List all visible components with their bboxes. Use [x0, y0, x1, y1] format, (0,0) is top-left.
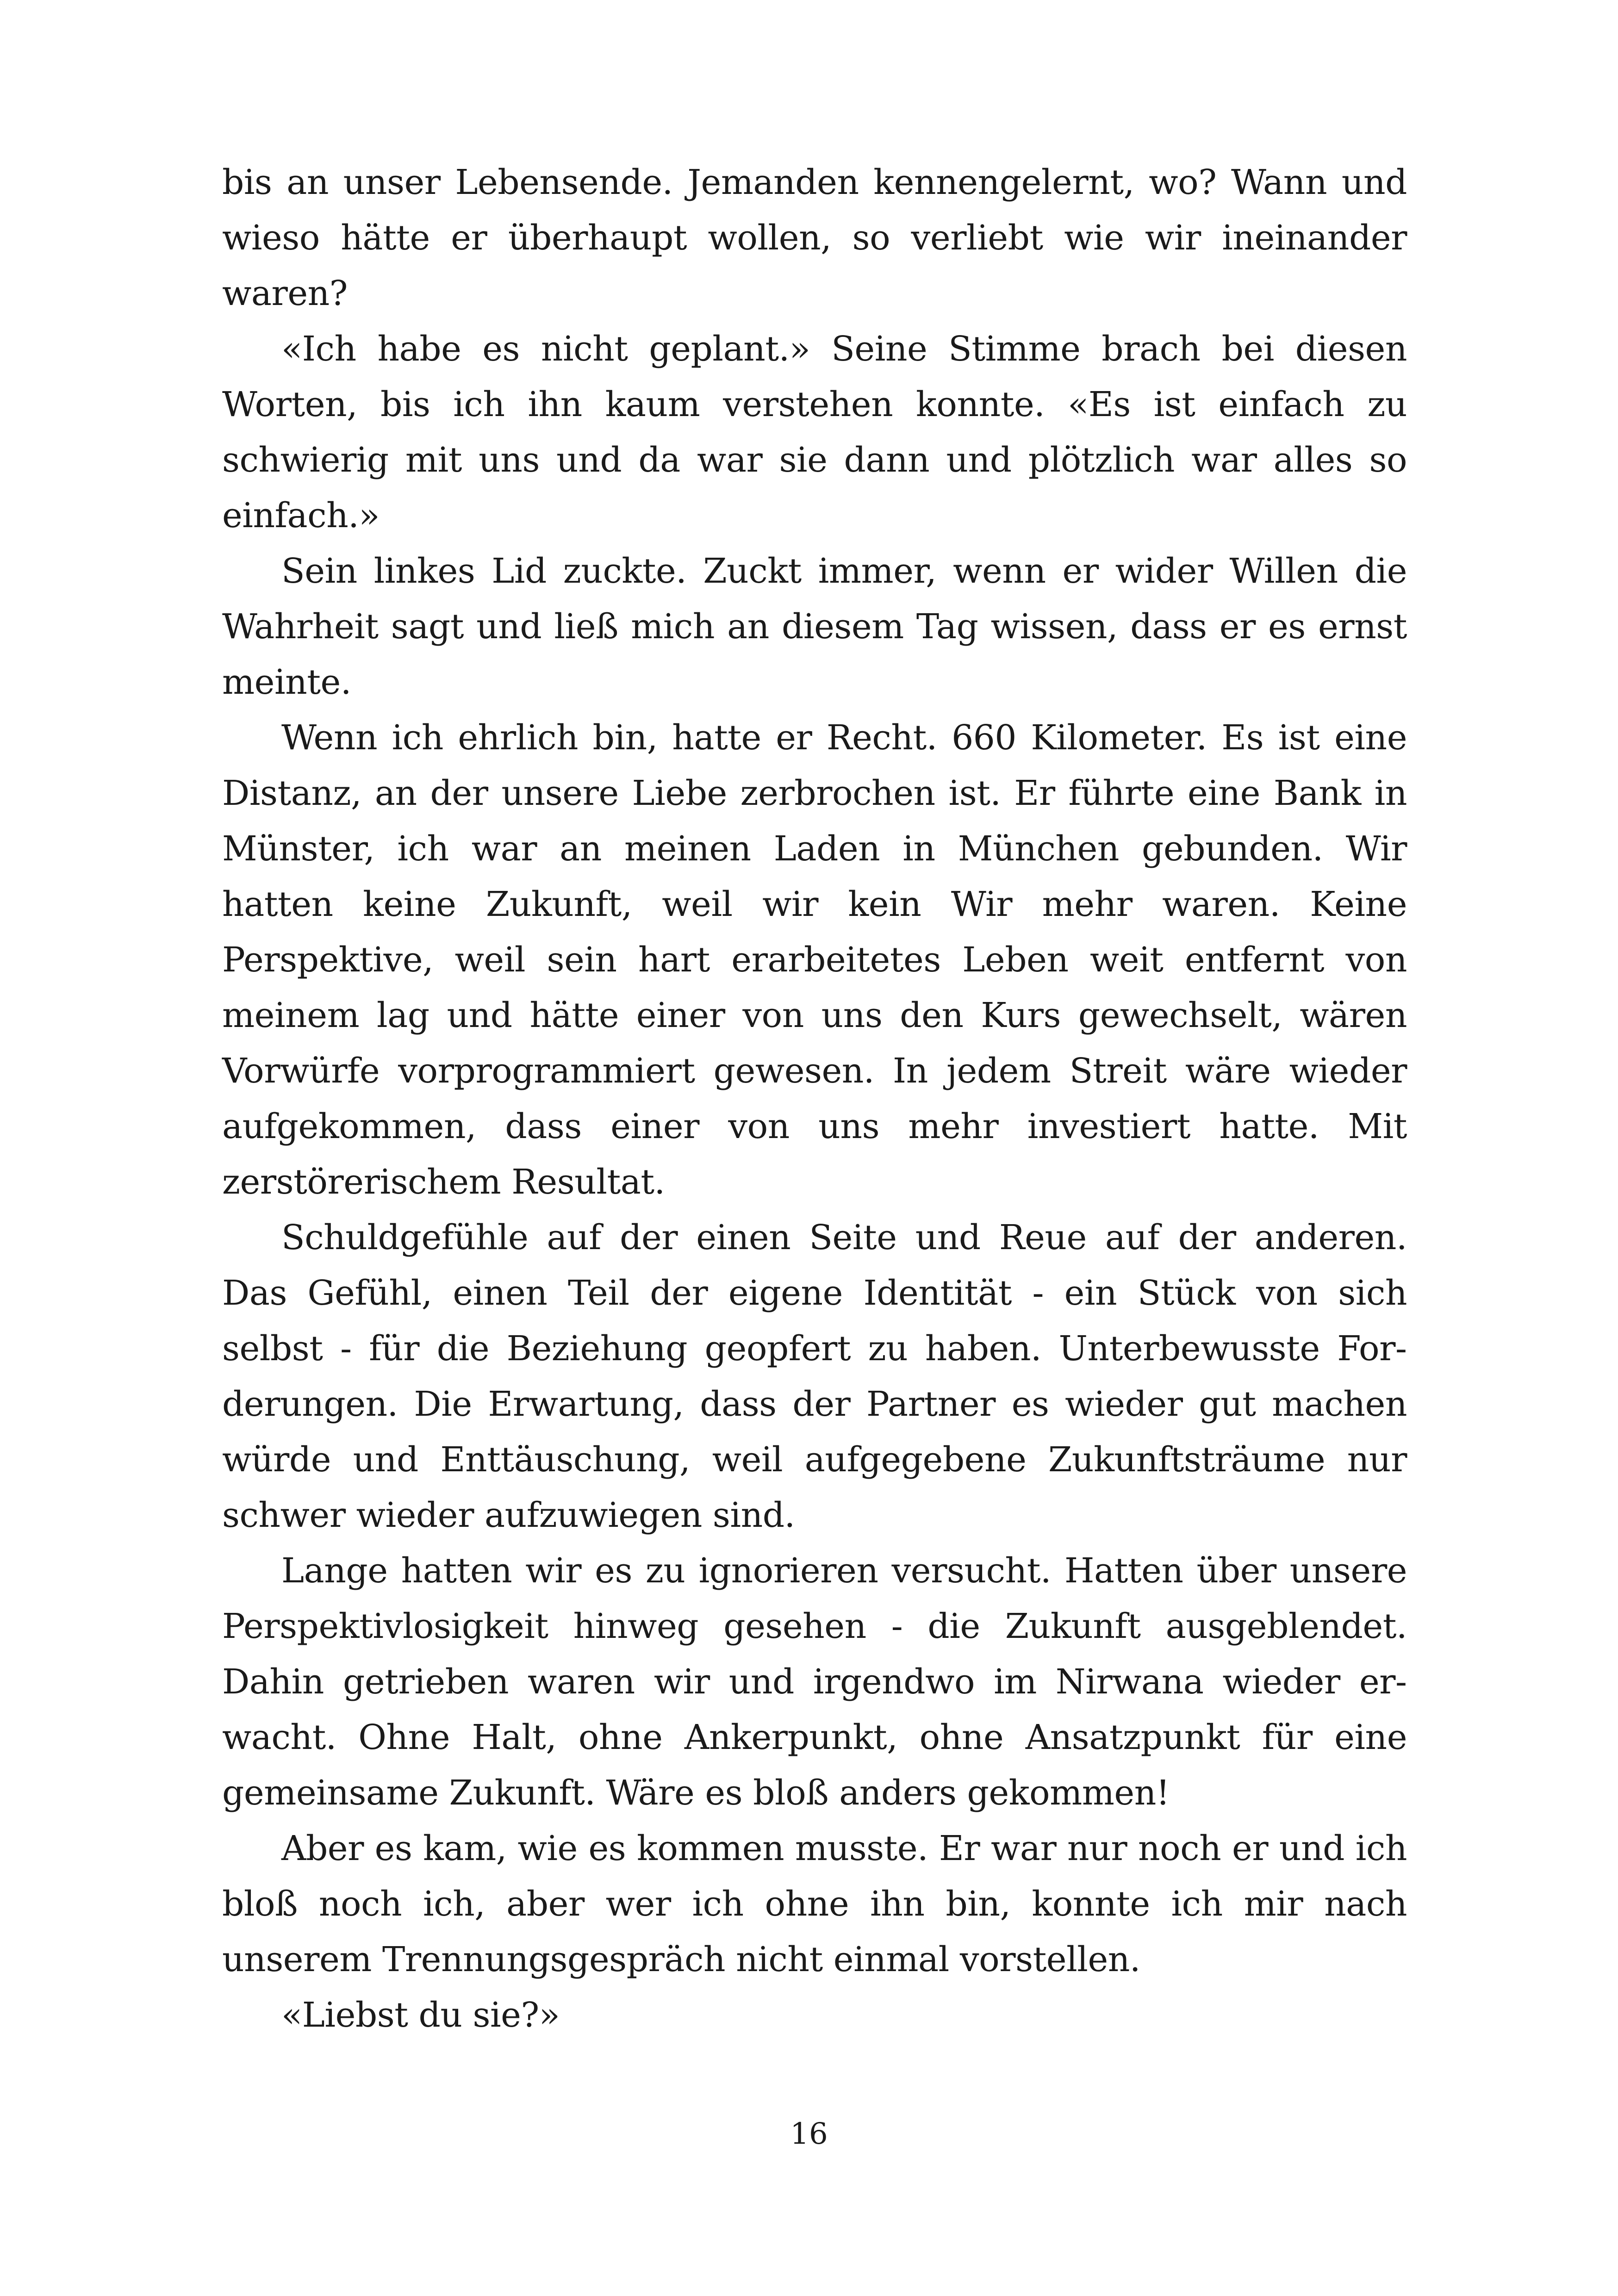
page-number: 16: [790, 2117, 828, 2151]
paragraph-7: Aber es kam, wie es kommen musste. Er war nur noch er und ich bloß noch ich, aber wer ich ohne ihn bin, konnte ich mir nach unserem Trennungsgespräch nicht einmal vorstellen.: [222, 1829, 1407, 1979]
paragraph-1: bis an unser Lebensende. Jemanden kennengelernt, wo? Wann und wieso hätte er überhaupt wollen, so verliebt wie wir ineinander waren?: [222, 162, 1407, 313]
paragraph-6: Lange hatten wir es zu ignorieren versucht. Hatten über unsere Perspektivlosigkeit hinweg gesehen - die Zukunft ausgeblendet. Dahin getrieben waren wir und irgendwo im Nirwana wieder erwacht. Ohne Halt, ohne Ankerpunkt, ohne Ansatzpunkt für eine gemeinsame Zukunft. Wäre es bloß anders gekommen!: [222, 1551, 1407, 1813]
paragraph-4: Wenn ich ehrlich bin, hatte er Recht. 660 Kilometer. Es ist eine Distanz, an der unsere Liebe zerbrochen ist. Er führte eine Bank in Münster, ich war an meinen Laden in München gebunden. Wir hatten keine Zukunft, weil wir kein Wir mehr waren. Keine Perspektive, weil sein hart erarbeitetes Leben weit entfernt von meinem lag und hätte einer von uns den Kurs gewechselt, wären Vorwürfe vorprogrammiert gewesen. In jedem Streit wäre wieder aufgekommen, dass einer von uns mehr investiert hatte. Mit zerstörerischem Resultat.: [222, 718, 1407, 1202]
paragraph-8: «Liebst du sie?»: [281, 1995, 560, 2035]
paragraph-2: «Ich habe es nicht geplant.» Seine Stimme brach bei diesen Worten, bis ich ihn kaum verstehen konnte. «Es ist einfach zu schwierig mit uns und da war sie dann und plötzlich war alles so einfach.»: [222, 329, 1407, 535]
paragraph-5: Schuldgefühle auf der einen Seite und Reue auf der anderen. Das Gefühl, einen Teil der eigene Identität - ein Stück von sich selbst - für die Beziehung geopfert zu haben. Unterbewusste Forderungen. Die Erwartung, dass der Partner es wieder gut machen würde und Enttäuschung, weil aufgegebene Zukunftsträume nur schwer wieder aufzuwiegen sind.: [222, 1218, 1407, 1535]
body-text: [222, 155, 1407, 2043]
paragraph-3: Sein linkes Lid zuckte. Zuckt immer, wenn er wider Willen die Wahrheit sagt und ließ mich an diesem Tag wissen, dass er es ernst meinte.: [222, 551, 1407, 702]
